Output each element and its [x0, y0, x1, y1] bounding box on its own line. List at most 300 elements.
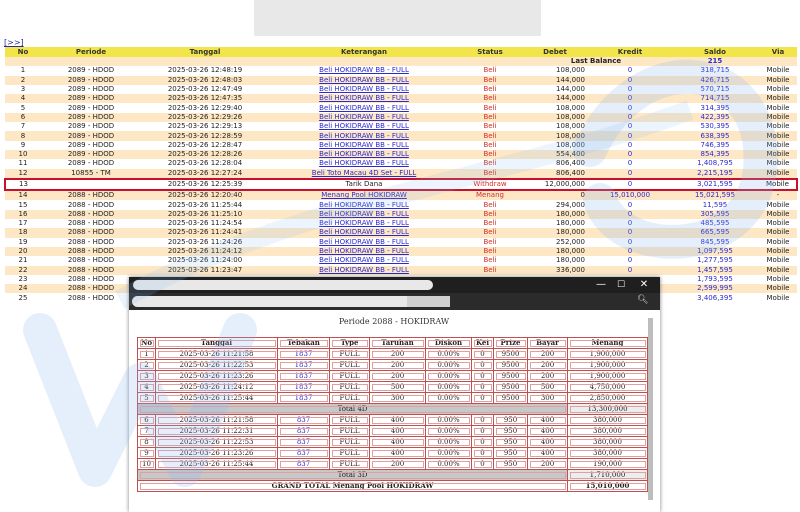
row-debet: 180,000: [521, 247, 589, 256]
row-no: 16: [5, 210, 41, 219]
row-tanggal: 2025-03-26 12:28:26: [141, 150, 269, 159]
table-row: [5, 113, 797, 122]
bet-taruhan: 200: [370, 360, 426, 371]
row-keterangan[interactable]: Menang Pool HOKIDRAW: [269, 190, 459, 200]
row-status: Beli: [459, 200, 521, 209]
row-tanggal: 2025-03-26 12:25:39: [141, 179, 269, 190]
row-periode: 2089 - HDOD: [41, 94, 141, 103]
row-kredit: 0: [589, 94, 671, 103]
row-keterangan[interactable]: Beli HOKIDRAW BB - FULL: [269, 66, 459, 75]
next-page-link[interactable]: [>>]: [4, 38, 24, 47]
bet-diskon: 0.00%: [426, 393, 472, 404]
bet-taruhan: 500: [370, 382, 426, 393]
row-kredit: 0: [589, 150, 671, 159]
row-no: 11: [5, 159, 41, 168]
row-debet: 108,000: [521, 131, 589, 140]
row-periode: 2088 - HDOD: [41, 210, 141, 219]
row-no: 5: [5, 103, 41, 112]
bet-bayar: 200: [528, 459, 568, 470]
row-keterangan[interactable]: Beli HOKIDRAW BB - FULL: [269, 256, 459, 265]
row-via: Mobile: [759, 293, 797, 302]
row-saldo: 485,595: [671, 219, 759, 228]
row-saldo: 665,595: [671, 228, 759, 237]
row-keterangan[interactable]: Beli HOKIDRAW BB - FULL: [269, 131, 459, 140]
table-row: [5, 122, 797, 131]
grand-total-value: 15,010,000: [568, 481, 648, 492]
row-saldo: 714,715: [671, 94, 759, 103]
row-status: Beli: [459, 150, 521, 159]
popup-scrollbar[interactable]: [648, 318, 653, 500]
row-saldo: 1,793,595: [671, 275, 759, 284]
row-no: 18: [5, 228, 41, 237]
row-tanggal: 2025-03-26 12:27:24: [141, 169, 269, 179]
bet-menang: 380,000: [568, 448, 648, 459]
row-kredit: 0: [589, 247, 671, 256]
bet-diskon: 0.00%: [426, 349, 472, 360]
table-row: [5, 94, 797, 103]
row-kredit: 0: [589, 256, 671, 265]
row-via: Mobile: [759, 150, 797, 159]
bet-tebakan[interactable]: 1837: [278, 393, 330, 404]
bet-row: [138, 393, 648, 404]
row-no: 6: [5, 113, 41, 122]
row-status: Beli: [459, 94, 521, 103]
row-debet: 294,000: [521, 200, 589, 209]
redacted-header-block: [254, 0, 541, 36]
bet-kei: 0: [472, 382, 494, 393]
col-header-kredit: Kredit: [589, 47, 671, 57]
row-saldo: 845,595: [671, 238, 759, 247]
row-via: Mobile: [759, 200, 797, 209]
row-status: Beli: [459, 247, 521, 256]
redacted-url-segment: [407, 296, 450, 307]
bet-kei: 0: [472, 437, 494, 448]
close-icon[interactable]: ✕: [639, 279, 649, 290]
magnifier-icon[interactable]: 🔍︎: [637, 295, 649, 305]
row-keterangan[interactable]: Beli HOKIDRAW BB - FULL: [269, 76, 459, 85]
detail-col-prize: Prize: [494, 338, 528, 349]
row-saldo: 1,408,795: [671, 159, 759, 168]
bet-bayar: 500: [528, 382, 568, 393]
row-debet: 108,000: [521, 66, 589, 75]
bet-type: FULL: [330, 415, 370, 426]
detail-col-tanggal: Tanggal: [156, 338, 278, 349]
bet-tebakan[interactable]: 837: [278, 459, 330, 470]
row-periode: 2088 - HDOD: [41, 256, 141, 265]
row-debet: 144,000: [521, 85, 589, 94]
row-tanggal: 2025-03-26 11:24:41: [141, 228, 269, 237]
row-no: 7: [5, 122, 41, 131]
bet-kei: 0: [472, 426, 494, 437]
bet-bayar: 400: [528, 448, 568, 459]
row-kredit: 0: [589, 238, 671, 247]
row-via: Mobile: [759, 85, 797, 94]
row-status: Beli: [459, 238, 521, 247]
bet-tanggal: 2025-03-26 11:21:58: [156, 415, 278, 426]
row-debet: 180,000: [521, 210, 589, 219]
row-periode: 2089 - HDOD: [41, 66, 141, 75]
row-keterangan[interactable]: Beli HOKIDRAW BB - FULL: [269, 141, 459, 150]
row-kredit: 0: [589, 76, 671, 85]
row-keterangan[interactable]: Beli HOKIDRAW BB - FULL: [269, 85, 459, 94]
table-row: [5, 228, 797, 237]
bet-no: 3: [138, 371, 156, 382]
detail-col-tebakan: Tebakan: [278, 338, 330, 349]
bet-menang: 1,900,000: [568, 371, 648, 382]
row-kredit: 0: [589, 66, 671, 75]
row-tanggal: 2025-03-26 12:48:03: [141, 76, 269, 85]
bet-menang: 190,000: [568, 459, 648, 470]
bet-taruhan: 400: [370, 426, 426, 437]
bet-bayar: 400: [528, 415, 568, 426]
bet-no: 1: [138, 349, 156, 360]
bet-kei: 0: [472, 349, 494, 360]
bet-type: FULL: [330, 393, 370, 404]
bet-type: FULL: [330, 426, 370, 437]
bet-row: [138, 459, 648, 470]
row-keterangan[interactable]: Beli HOKIDRAW BB - FULL: [269, 266, 459, 275]
bet-tanggal: 2025-03-26 11:23:26: [156, 448, 278, 459]
table-row: [5, 76, 797, 85]
row-periode: 2088 - HDOD: [41, 293, 141, 302]
grand-total-label: GRAND TOTAL Menang Pool HOKIDRAW: [138, 481, 568, 492]
table-row: [5, 247, 797, 256]
row-via: Mobile: [759, 131, 797, 140]
bet-tanggal: 2025-03-26 11:23:26: [156, 371, 278, 382]
col-header-debet: Debet: [521, 47, 589, 57]
table-header-row: [5, 47, 797, 57]
last-balance-label: Last Balance: [521, 57, 671, 66]
bet-row: [138, 360, 648, 371]
row-kredit: 0: [589, 266, 671, 275]
row-status: Beli: [459, 169, 521, 179]
table-row: [5, 103, 797, 112]
bet-kei: 0: [472, 360, 494, 371]
detail-col-taruhan: Taruhan: [370, 338, 426, 349]
row-via: -: [759, 190, 797, 200]
row-status: Beli: [459, 76, 521, 85]
bet-tebakan[interactable]: 837: [278, 415, 330, 426]
row-saldo: 1,457,595: [671, 266, 759, 275]
row-tanggal: 2025-03-26 11:23:47: [141, 266, 269, 275]
row-via: Mobile: [759, 103, 797, 112]
table-row: [5, 85, 797, 94]
row-no: 19: [5, 238, 41, 247]
bet-tebakan[interactable]: 1837: [278, 360, 330, 371]
row-kredit: 0: [589, 200, 671, 209]
row-saldo: 422,395: [671, 113, 759, 122]
row-periode: 2089 - HDOD: [41, 103, 141, 112]
row-saldo: 530,395: [671, 122, 759, 131]
row-no: 24: [5, 284, 41, 293]
row-tanggal: 2025-03-26 12:28:04: [141, 159, 269, 168]
table-row: [5, 141, 797, 150]
maximize-icon[interactable]: ☐: [616, 280, 626, 290]
row-kredit: 0: [589, 85, 671, 94]
bet-tebakan[interactable]: 1837: [278, 382, 330, 393]
bet-bayar: 300: [528, 393, 568, 404]
table-row: [5, 159, 797, 168]
detail-col-menang: Menang: [568, 338, 648, 349]
row-no: 1: [5, 66, 41, 75]
row-no: 23: [5, 275, 41, 284]
row-keterangan[interactable]: Beli HOKIDRAW BB - FULL: [269, 159, 459, 168]
row-no: 12: [5, 169, 41, 179]
row-status: Beli: [459, 159, 521, 168]
row-saldo: 3,406,395: [671, 293, 759, 302]
row-debet: 108,000: [521, 103, 589, 112]
row-saldo: 1,097,595: [671, 247, 759, 256]
row-keterangan[interactable]: Beli HOKIDRAW BB - FULL: [269, 94, 459, 103]
row-status: Beli: [459, 103, 521, 112]
total-3d-row-label: Total 3D: [138, 470, 568, 481]
row-debet: 180,000: [521, 219, 589, 228]
total-3d-row: [138, 470, 648, 481]
row-keterangan[interactable]: Beli HOKIDRAW BB - FULL: [269, 219, 459, 228]
bet-bayar: 200: [528, 360, 568, 371]
bet-tanggal: 2025-03-26 11:22:31: [156, 426, 278, 437]
col-header-status: Status: [459, 47, 521, 57]
bet-no: 10: [138, 459, 156, 470]
bet-no: 7: [138, 426, 156, 437]
bet-tebakan[interactable]: 1837: [278, 371, 330, 382]
table-row: [5, 210, 797, 219]
row-no: 4: [5, 94, 41, 103]
row-via: Mobile: [759, 141, 797, 150]
table-row: [5, 190, 797, 200]
table-row: [5, 66, 797, 75]
bet-diskon: 0.00%: [426, 437, 472, 448]
detail-col-kei: Kei: [472, 338, 494, 349]
row-saldo: 570,715: [671, 85, 759, 94]
row-keterangan[interactable]: Beli HOKIDRAW BB - FULL: [269, 238, 459, 247]
bet-prize: 950: [494, 459, 528, 470]
row-debet: 554,400: [521, 150, 589, 159]
bet-kei: 0: [472, 448, 494, 459]
bet-prize: 950: [494, 426, 528, 437]
bet-taruhan: 200: [370, 349, 426, 360]
redacted-url-field[interactable]: [132, 296, 450, 307]
row-periode: 10855 - TM: [41, 169, 141, 179]
bet-tebakan[interactable]: 1837: [278, 349, 330, 360]
row-saldo: 318,715: [671, 66, 759, 75]
row-debet: 144,000: [521, 76, 589, 85]
row-via: Mobile: [759, 122, 797, 131]
bet-row: [138, 349, 648, 360]
table-row: [5, 256, 797, 265]
row-no: 13: [5, 179, 41, 190]
table-row: [5, 219, 797, 228]
row-via: Mobile: [759, 159, 797, 168]
col-header-no: No: [5, 47, 41, 57]
row-via: Mobile: [759, 219, 797, 228]
row-debet: 144,000: [521, 94, 589, 103]
bet-row: [138, 382, 648, 393]
last-balance-value: 215: [671, 57, 759, 66]
row-keterangan[interactable]: Beli HOKIDRAW BB - FULL: [269, 210, 459, 219]
bet-tebakan[interactable]: 837: [278, 426, 330, 437]
bet-no: 4: [138, 382, 156, 393]
bet-taruhan: 300: [370, 393, 426, 404]
row-tanggal: 2025-03-26 12:29:13: [141, 122, 269, 131]
row-debet: 12,000,000: [521, 179, 589, 190]
row-via: Mobile: [759, 275, 797, 284]
row-no: 15: [5, 200, 41, 209]
row-keterangan[interactable]: Beli HOKIDRAW BB - FULL: [269, 103, 459, 112]
bet-detail-table: [137, 337, 648, 492]
row-tanggal: 2025-03-26 11:24:00: [141, 256, 269, 265]
row-saldo: 314,395: [671, 103, 759, 112]
row-debet: 108,000: [521, 141, 589, 150]
popup-content: [133, 313, 655, 509]
bet-tanggal: 2025-03-26 11:22:53: [156, 437, 278, 448]
bet-kei: 0: [472, 393, 494, 404]
row-via: Mobile: [759, 228, 797, 237]
bet-bayar: 400: [528, 437, 568, 448]
bet-no: 8: [138, 437, 156, 448]
detail-col-diskon: Diskon: [426, 338, 472, 349]
bet-diskon: 0.00%: [426, 459, 472, 470]
bet-menang: 1,900,000: [568, 360, 648, 371]
row-no: 2: [5, 76, 41, 85]
detail-col-no: No: [138, 338, 156, 349]
row-periode: 2089 - HDOD: [41, 159, 141, 168]
row-periode: 2089 - HDOD: [41, 141, 141, 150]
row-no: 17: [5, 219, 41, 228]
row-keterangan[interactable]: Beli Toto Macau 4D Set - FULL: [269, 169, 459, 179]
row-status: Beli: [459, 131, 521, 140]
bet-type: FULL: [330, 360, 370, 371]
row-kredit: 0: [589, 159, 671, 168]
bet-no: 6: [138, 415, 156, 426]
redacted-tab-title: [133, 280, 433, 290]
bet-row: [138, 426, 648, 437]
row-no: 14: [5, 190, 41, 200]
row-keterangan[interactable]: Beli HOKIDRAW BB - FULL: [269, 200, 459, 209]
row-tanggal: 2025-03-26 12:29:26: [141, 113, 269, 122]
bet-taruhan: 400: [370, 415, 426, 426]
row-periode: 2089 - HDOD: [41, 85, 141, 94]
row-tanggal: 2025-03-26 12:47:35: [141, 94, 269, 103]
row-kredit: 0: [589, 122, 671, 131]
popup-address-bar: [129, 293, 660, 310]
row-debet: 806,400: [521, 159, 589, 168]
bet-tanggal: 2025-03-26 11:25:44: [156, 459, 278, 470]
bet-taruhan: 400: [370, 448, 426, 459]
row-periode: 2088 - HDOD: [41, 190, 141, 200]
row-tanggal: 2025-03-26 11:24:12: [141, 247, 269, 256]
row-periode: 2089 - HDOD: [41, 76, 141, 85]
row-status: Beli: [459, 113, 521, 122]
row-status: Beli: [459, 228, 521, 237]
row-via: Mobile: [759, 247, 797, 256]
row-no: 9: [5, 141, 41, 150]
row-saldo: 426,715: [671, 76, 759, 85]
bet-row: [138, 437, 648, 448]
bet-type: FULL: [330, 349, 370, 360]
row-saldo: 746,395: [671, 141, 759, 150]
bet-taruhan: 200: [370, 371, 426, 382]
table-row: [5, 238, 797, 247]
bet-row: [138, 371, 648, 382]
row-debet: 252,000: [521, 238, 589, 247]
row-via: Mobile: [759, 284, 797, 293]
row-debet: 108,000: [521, 122, 589, 131]
row-saldo: 305,595: [671, 210, 759, 219]
total-4d-row-label: Total 4D: [138, 404, 568, 415]
row-keterangan[interactable]: Beli HOKIDRAW BB - FULL: [269, 247, 459, 256]
bet-menang: 2,850,000: [568, 393, 648, 404]
col-header-periode: Periode: [41, 47, 141, 57]
row-kredit: 0: [589, 103, 671, 112]
row-debet: 180,000: [521, 228, 589, 237]
table-row: [5, 169, 797, 179]
bet-type: FULL: [330, 448, 370, 459]
popup-title-bar: [129, 277, 660, 293]
row-debet: 0: [521, 190, 589, 200]
bet-tanggal: 2025-03-26 11:22:53: [156, 360, 278, 371]
row-tanggal: 2025-03-26 12:48:19: [141, 66, 269, 75]
bet-prize: 950: [494, 415, 528, 426]
row-periode: [41, 179, 141, 190]
row-saldo: 2,599,995: [671, 284, 759, 293]
row-saldo: 638,395: [671, 131, 759, 140]
row-kredit: 0: [589, 210, 671, 219]
total-3d-row-value: 1,710,000: [568, 470, 648, 481]
row-saldo: 3,021,595: [671, 179, 759, 190]
row-no: 3: [5, 85, 41, 94]
bet-no: 5: [138, 393, 156, 404]
row-keterangan[interactable]: Beli HOKIDRAW BB - FULL: [269, 150, 459, 159]
col-header-saldo: Saldo: [671, 47, 759, 57]
row-debet: 180,000: [521, 256, 589, 265]
bet-tanggal: 2025-03-26 11:21:58: [156, 349, 278, 360]
bet-taruhan: 400: [370, 437, 426, 448]
row-periode: 2088 - HDOD: [41, 266, 141, 275]
detail-header-row: [138, 338, 648, 349]
row-keterangan[interactable]: Beli HOKIDRAW BB - FULL: [269, 113, 459, 122]
row-kredit: 0: [589, 228, 671, 237]
bet-tebakan[interactable]: 837: [278, 437, 330, 448]
minimize-icon[interactable]: —: [596, 279, 606, 290]
bet-diskon: 0.00%: [426, 360, 472, 371]
row-periode: 2088 - HDOD: [41, 275, 141, 284]
bet-tanggal: 2025-03-26 11:24:12: [156, 382, 278, 393]
row-keterangan[interactable]: Beli HOKIDRAW BB - FULL: [269, 122, 459, 131]
bet-bayar: 200: [528, 371, 568, 382]
col-header-tanggal: Tanggal: [141, 47, 269, 57]
bet-bayar: 400: [528, 426, 568, 437]
row-no: 20: [5, 247, 41, 256]
total-4d-row: [138, 404, 648, 415]
row-keterangan[interactable]: Beli HOKIDRAW BB - FULL: [269, 228, 459, 237]
row-debet: 108,000: [521, 113, 589, 122]
row-status: Beli: [459, 219, 521, 228]
row-saldo: 2,215,195: [671, 169, 759, 179]
row-periode: 2089 - HDOD: [41, 131, 141, 140]
row-periode: 2089 - HDOD: [41, 150, 141, 159]
row-tanggal: 2025-03-26 12:47:49: [141, 85, 269, 94]
bet-bayar: 200: [528, 349, 568, 360]
row-no: 25: [5, 293, 41, 302]
grand-total-row: [138, 481, 648, 492]
row-periode: 2089 - HDOD: [41, 122, 141, 131]
bet-prize: 9500: [494, 382, 528, 393]
row-status: Beli: [459, 66, 521, 75]
bet-diskon: 0.00%: [426, 426, 472, 437]
bet-taruhan: 200: [370, 459, 426, 470]
bet-tebakan[interactable]: 837: [278, 448, 330, 459]
